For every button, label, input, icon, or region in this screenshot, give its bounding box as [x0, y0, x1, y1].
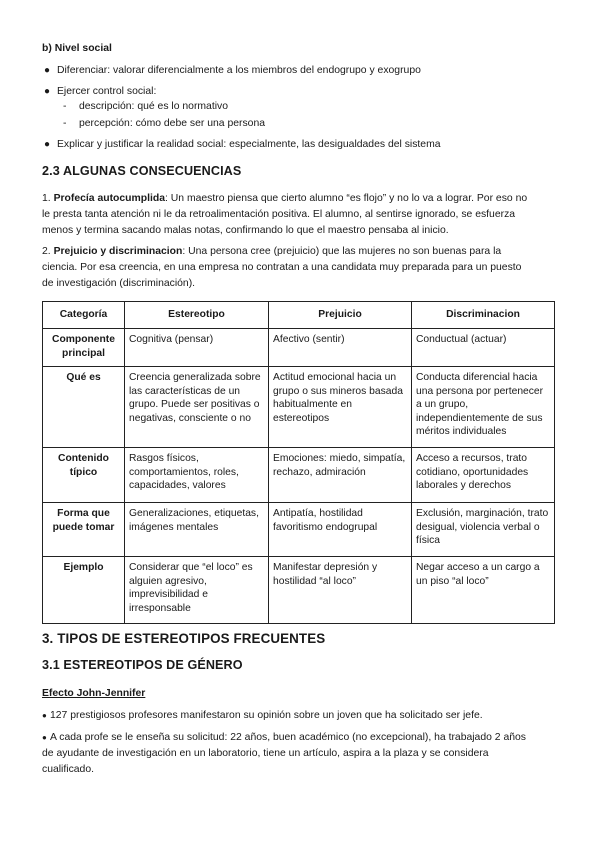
list-item-term: Diferenciar — [57, 65, 108, 76]
dash-icon: - — [63, 118, 67, 129]
table-cell: Considerar que “el loco” es alguien agresivo, imprevisibilidad e irresponsable — [125, 557, 269, 624]
table-cell: Afectivo (sentir) — [269, 329, 412, 367]
paragraph-line — [42, 244, 501, 260]
table-cell: Cognitiva (pensar) — [125, 329, 269, 367]
table-row — [43, 503, 555, 557]
paragraph-line — [42, 191, 527, 207]
table-cell: Exclusión, marginación, trato desigual, violencia verbal o física — [412, 503, 555, 557]
table-cell: Antipatía, hostilidad favoritismo endogrupal — [269, 503, 412, 557]
table-header-cell: Categoría — [43, 302, 125, 329]
table-header-row — [43, 302, 555, 329]
row-label: Componente principal — [43, 329, 125, 367]
row-label: Qué es — [43, 367, 125, 448]
list-item-line: de ayudante de investigación en un laboratorio, tiene un artículo, aspira a la plaza y se considera — [42, 748, 489, 759]
list-item-line: cualificado. — [42, 764, 94, 775]
table-cell: Emociones: miedo, simpatía, rechazo, admiración — [269, 448, 412, 503]
list-item-term: Explicar y justificar la realidad social — [57, 139, 224, 150]
list-item-line: A cada profe se le enseña su solicitud: 22 años, buen académico (no excepcional), ha trabajado 2 años — [50, 732, 526, 743]
paragraph-number: 2. — [42, 246, 54, 257]
section-title-tipos: 3. TIPOS DE ESTEREOTIPOS FRECUENTES — [42, 631, 326, 646]
bullet-icon: ● — [44, 139, 51, 150]
bullet-icon: ● — [44, 65, 51, 76]
list-item-ejercer-control — [57, 84, 156, 100]
list-item-text: : valorar diferencialmente a los miembros del endogrupo y exogrupo — [107, 65, 421, 76]
table-cell: Conductual (actuar) — [412, 329, 555, 367]
dash-icon: - — [63, 101, 67, 112]
paragraph-line: ciencia. Por esa creencia, en una empresa no contratan a una candidata muy preparada para un puesto — [42, 262, 522, 273]
list-item-term: Ejercer control social — [57, 86, 154, 97]
paragraph-line: de investigación (discriminación). — [42, 278, 196, 289]
table-row — [43, 329, 555, 367]
bullet-icon: ● — [42, 733, 47, 742]
table-row — [43, 448, 555, 503]
table-cell: Manifestar depresión y hostilidad “al loco” — [269, 557, 412, 624]
paragraph-number: 1. — [42, 193, 54, 204]
section-heading-nivel-social: b) Nivel social — [42, 43, 112, 54]
table-row — [43, 557, 555, 624]
table-header-cell: Discriminacion — [412, 302, 555, 329]
table-cell: Rasgos físicos, comportamientos, roles, capacidades, valores — [125, 448, 269, 503]
comparison-table — [42, 301, 555, 624]
table-cell: Conducta diferencial hacia una persona por pertenecer a un grupo, independientemente de sus méritos individuales — [412, 367, 555, 448]
list-item-text: : especialmente, las desigualdades del sistema — [223, 139, 441, 150]
table-cell: Negar acceso a un cargo a un piso “al loco” — [412, 557, 555, 624]
subsection-title-genero: 3.1 ESTEREOTIPOS DE GÉNERO — [42, 658, 243, 672]
row-label: Contenido típico — [43, 448, 125, 503]
table-cell: Actitud emocional hacia un grupo o sus mineros basada habitualmente en estereotipos — [269, 367, 412, 448]
table-cell: Generalizaciones, etiquetas, imágenes mentales — [125, 503, 269, 557]
table-cell: Creencia generalizada sobre las características de un grupo. Puede ser positivas o negativas, consciente o no — [125, 367, 269, 448]
paragraph-line: menos y termina sacando malas notas, confirmando lo que el maestro pensaba al inicio. — [42, 225, 449, 236]
bullet-icon: ● — [42, 711, 47, 720]
bullet-icon: ● — [44, 86, 51, 97]
effect-title: Efecto John-Jennifer — [42, 688, 146, 699]
paragraph-line: le presta tanta atención ni le da retroalimentación positiva. El alumno, al sentirse ignorado, se esfuerza — [42, 209, 516, 220]
table-row — [43, 367, 555, 448]
sub-item: descripción: qué es lo normativo — [79, 101, 229, 112]
table-header-cell: Estereotipo — [125, 302, 269, 329]
row-label: Ejemplo — [43, 557, 125, 624]
section-title-consecuencias: 2.3 ALGUNAS CONSECUENCIAS — [42, 164, 242, 178]
sub-item: percepción: cómo debe ser una persona — [79, 118, 265, 129]
paragraph-text: : Un maestro piensa que cierto alumno “es flojo” y no lo va a lograr. Por eso no — [165, 193, 528, 204]
list-item-explicar — [57, 137, 441, 153]
table-header-cell: Prejuicio — [269, 302, 412, 329]
row-label: Forma que puede tomar — [43, 503, 125, 557]
table-cell: Acceso a recursos, trato cotidiano, oportunidades laborales y derechos — [412, 448, 555, 503]
paragraph-term: Prejuicio y discriminacion — [53, 246, 183, 257]
list-item-diferenciar — [57, 63, 421, 79]
list-item-text: : — [153, 86, 157, 97]
paragraph-term: Profecía autocumplida — [53, 193, 165, 204]
list-item: 127 prestigiosos profesores manifestaron su opinión sobre un joven que ha solicitado ser jefe. — [50, 710, 483, 721]
paragraph-text: : Una persona cree (prejuicio) que las mujeres no son buenas para la — [182, 246, 502, 257]
